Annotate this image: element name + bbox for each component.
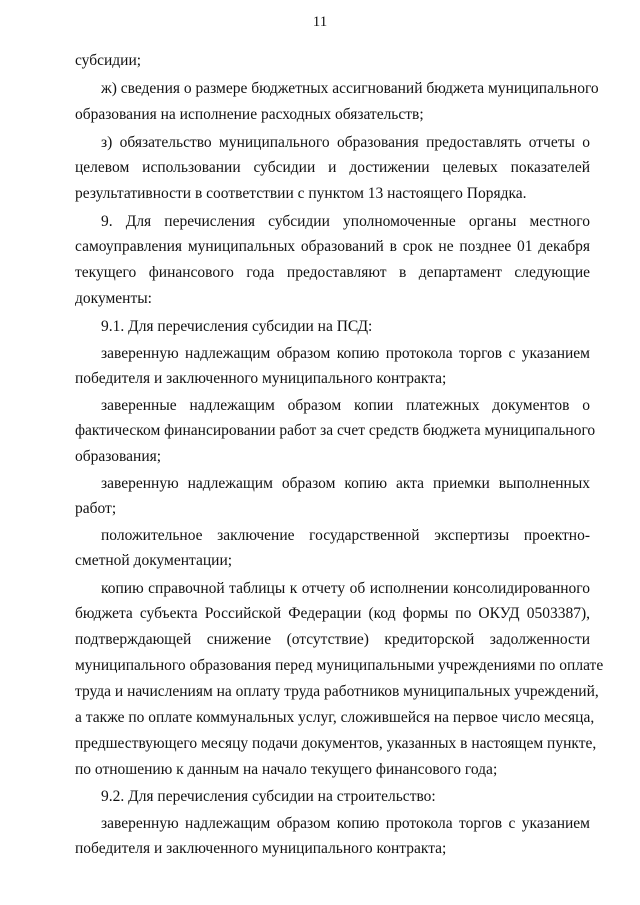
- text-line: сметной документации;: [75, 552, 233, 569]
- page-number: 11: [312, 14, 328, 30]
- text-line: заверенную надлежащим образом копию акта приемки выполненных: [101, 475, 590, 492]
- text-line: заверенную надлежащим образом копию протокола торгов с указанием: [101, 345, 590, 362]
- text-line: по отношению к данным на начало текущего финансового года;: [75, 761, 498, 778]
- text-line: бюджета субъекта Российской Федерации (код формы по ОКУД 0503387),: [75, 605, 590, 622]
- text-line: предшествующего месяцу подачи документов, указанных в настоящем пункте,: [75, 735, 597, 752]
- text-line: победителя и заключенного муниципального контракта;: [75, 370, 447, 387]
- text-line: образования;: [75, 448, 162, 465]
- text-line: подтверждающей снижение (отсутствие) кредиторской задолженности: [75, 631, 590, 648]
- text-line: копию справочной таблицы к отчету об исполнении консолидированного: [101, 580, 590, 597]
- text-line: результативности в соответствии с пунктом 13 настоящего Порядка.: [75, 185, 527, 202]
- text-line: целевом использовании субсидии и достижении целевых показателей: [75, 159, 590, 176]
- text-line: а также по оплате коммунальных услуг, сложившейся на первое число месяца,: [75, 709, 595, 726]
- text-line: труда и начислениям на оплату труда работников муниципальных учреждений,: [75, 683, 599, 700]
- section-heading: 9.1. Для перечисления субсидии на ПСД:: [101, 318, 373, 335]
- text-line: 9. Для перечисления субсидии уполномоченные органы местного: [101, 213, 590, 230]
- text-line: ж) сведения о размере бюджетных ассигнований бюджета муниципального: [101, 80, 599, 97]
- text-line: заверенную надлежащим образом копию протокола торгов с указанием: [101, 815, 590, 832]
- text-line: работ;: [75, 500, 117, 517]
- text-line: субсидии;: [75, 52, 142, 69]
- text-line: текущего финансового года предоставляют в департамент следующие: [75, 264, 590, 281]
- text-line: фактическом финансировании работ за счет средств бюджета муниципального: [75, 422, 596, 439]
- text-line: победителя и заключенного муниципального контракта;: [75, 840, 447, 857]
- text-line: муниципального образования перед муниципальными учреждениями по оплате: [75, 657, 604, 674]
- text-line: самоуправления муниципальных образований в срок не позднее 01 декабря: [75, 238, 590, 255]
- text-line: заверенные надлежащим образом копии платежных документов о: [101, 397, 590, 414]
- text-line: образования на исполнение расходных обязательств;: [75, 106, 424, 123]
- section-heading: 9.2. Для перечисления субсидии на строительство:: [101, 788, 436, 805]
- text-line: положительное заключение государственной экспертизы проектно-: [101, 527, 590, 544]
- text-line: документы:: [75, 290, 152, 307]
- text-line: з) обязательство муниципального образования предоставлять отчеты о: [101, 134, 590, 151]
